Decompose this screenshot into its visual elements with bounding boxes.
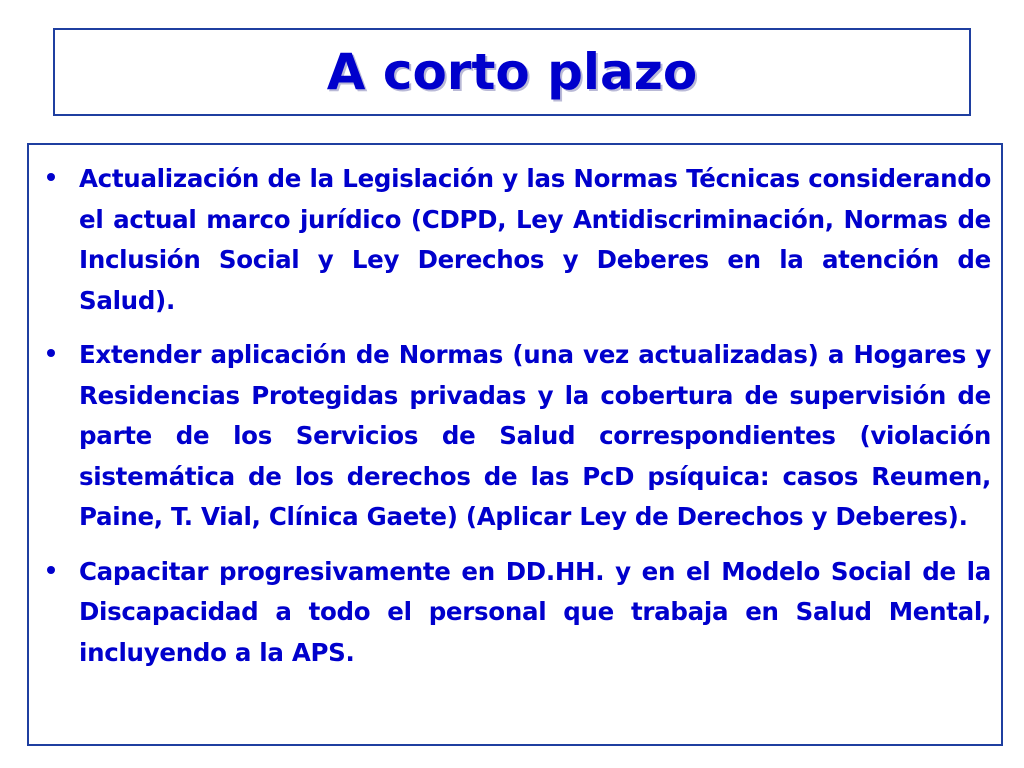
bullet-list	[43, 159, 991, 673]
bullet-dot-icon	[47, 566, 55, 574]
title-box	[53, 28, 971, 116]
bullet-dot-icon	[47, 173, 55, 181]
bullet-item	[43, 159, 991, 321]
bullet-item	[43, 552, 991, 674]
bullet-text: Capacitar progresivamente en DD.HH. y en el Modelo Social de la Discapacidad a todo el personal que trabaja en Salud Mental, incluyendo a la APS.	[79, 556, 991, 667]
slide-title: A corto plazo	[326, 43, 698, 101]
bullet-text: Actualización de la Legislación y las Normas Técnicas considerando el actual marco jurídico (CDPD, Ley Antidiscriminación, Normas de Inclusión Social y Ley Derechos y Deberes en la atención de Salud).	[79, 164, 991, 315]
content-box	[27, 143, 1003, 746]
bullet-item	[43, 335, 991, 538]
bullet-dot-icon	[47, 349, 55, 357]
bullet-text: Extender aplicación de Normas (una vez actualizadas) a Hogares y Residencias Protegidas privadas y la cobertura de supervisión de parte de los Servicios de Salud correspondientes (violación sistemática de los derechos de las PcD psíquica: casos Reumen, Paine, T. Vial, Clínica Gaete) (Aplicar Ley de Derechos y Deberes).	[79, 340, 991, 531]
